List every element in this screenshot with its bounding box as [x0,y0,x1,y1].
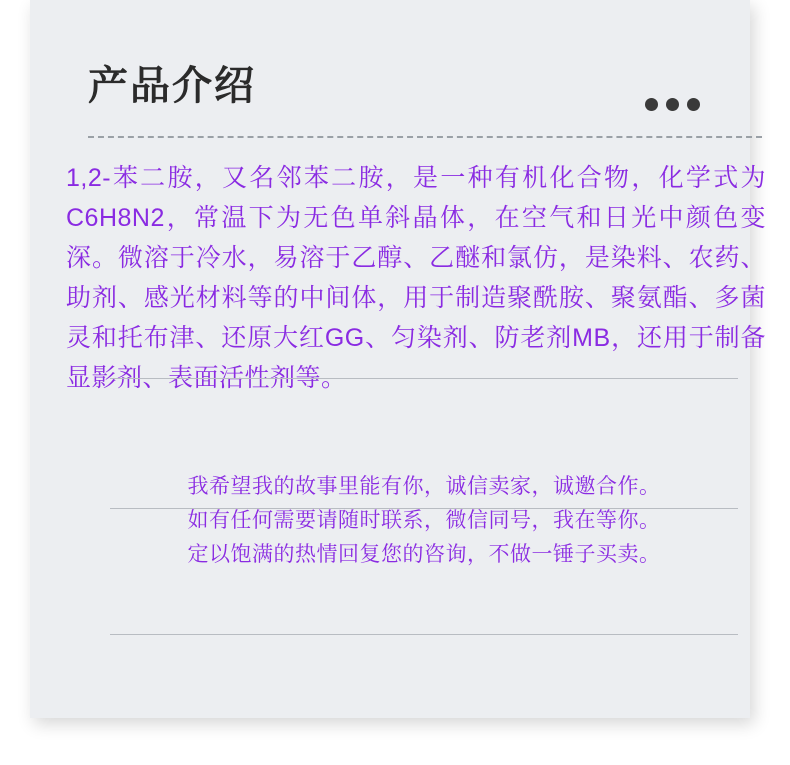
dot-icon-1 [645,98,658,111]
slogan-block [110,470,738,572]
product-description: 1,2-苯二胺，又名邻苯二胺，是一种有机化合物，化学式为C6H8N2，常温下为无色单斜晶体，在空气和日光中颜色变深。微溶于冷水，易溶于乙醇、乙醚和氯仿，是染料、农药、助剂、感光材料等的中间体，用于制造聚酰胺、聚氨酯、多菌灵和托布津、还原大红GG、匀染剂、防老剂MB，还用于制备显影剂、表面活性剂等。 [66,164,766,392]
card-inner [30,0,766,718]
slogan-line-3: 定以饱满的热情回复您的咨询，不做一锤子买卖。 [187,543,661,566]
page-title: 产品介绍 [88,64,256,108]
dot-icon-3 [687,98,700,111]
title-divider [88,136,762,138]
section-divider-bottom [110,634,738,635]
more-options-icon[interactable] [645,98,700,111]
product-intro-card [30,0,766,718]
dot-icon-2 [666,98,679,111]
slogan-line-1: 我希望我的故事里能有你，诚信卖家，诚邀合作。 [187,475,661,498]
slogan-line-2: 如有任何需要请随时联系，微信同号，我在等你。 [187,509,661,532]
section-divider-top [110,378,738,379]
slogan-divider [110,508,738,509]
